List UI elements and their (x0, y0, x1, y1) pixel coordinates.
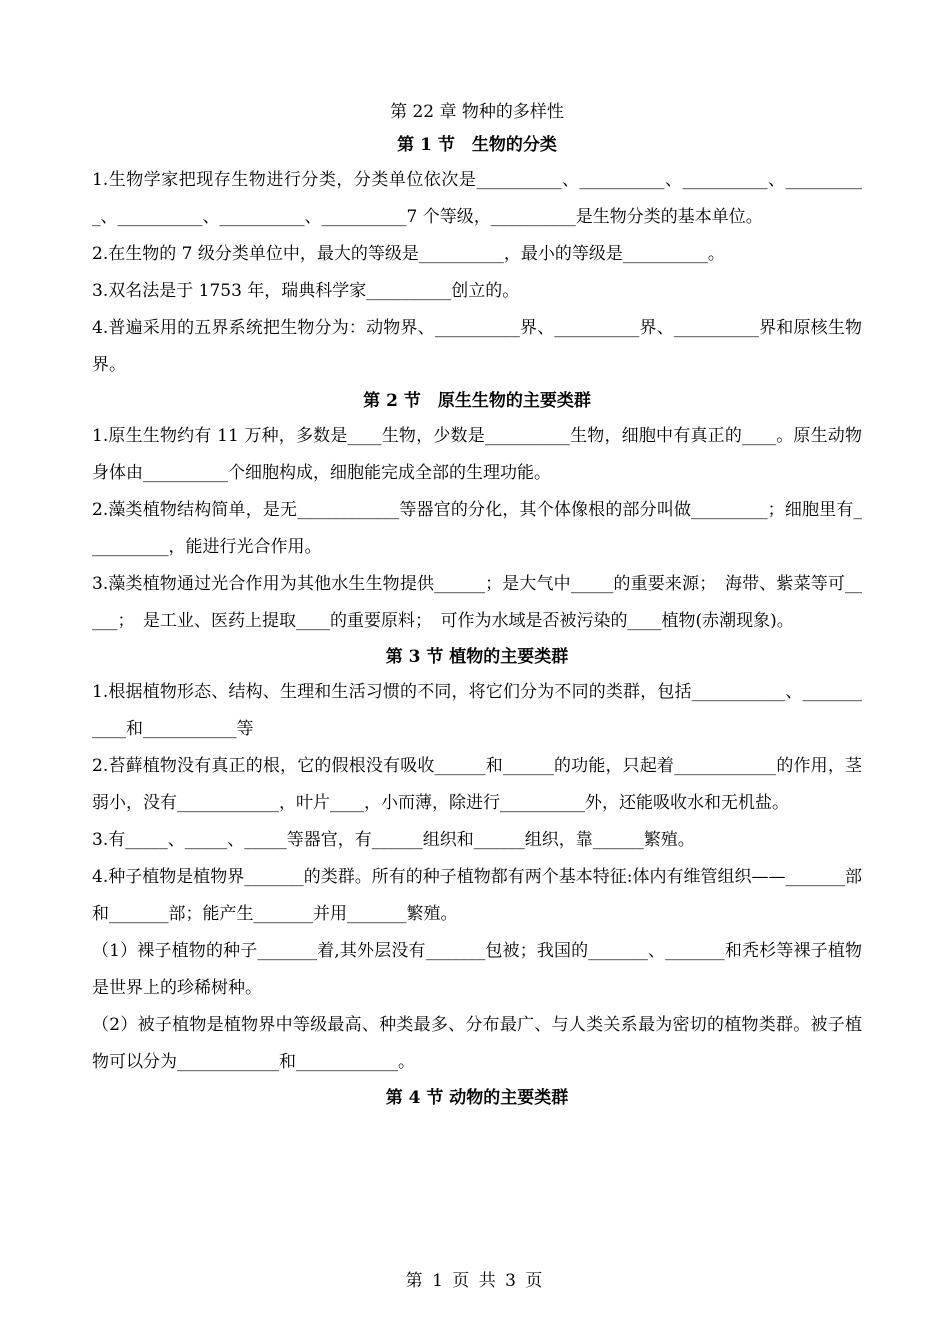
section-1 (92, 128, 862, 384)
section-heading: 第 4 节 动物的主要类群 (385, 1088, 569, 1108)
section-4 (92, 1081, 862, 1115)
question-paragraph: 4.种子植物是植物界_______的类群。所有的种子植物都有两个基本特征:体内有维管组织——_______部和_______部；能产生_______并用_______繁殖。 (92, 867, 862, 924)
section-heading: 第 1 节 生物的分类 (397, 135, 557, 155)
question-paragraph: （2）被子植物是植物界中等级最高、种类最多、分布最广、与人类关系最为密切的植物类群。被子植物可以分为____________和____________。 (92, 1015, 862, 1072)
question-paragraph: 3.有_____、_____、_____等器官，有______组织和______组织，靠______繁殖。 (92, 830, 695, 850)
section-heading: 第 3 节 植物的主要类群 (385, 647, 569, 667)
question-paragraph: 2.苔藓植物没有真正的根，它的假根没有吸收______和______的功能，只起着____________的作用，茎弱小，没有____________，叶片____，小而薄，除进行__________外，还能吸收水和无机盐。 (92, 756, 862, 813)
question-paragraph: 4.普遍采用的五界系统把生物分为：动物界、__________界、__________界、__________界和原核生物界。 (92, 318, 862, 375)
question-paragraph: 2.藻类植物结构简单，是无____________等器官的分化，其个体像根的部分叫做_________；细胞里有__________，能进行光合作用。 (92, 500, 862, 557)
question-paragraph: 3.藻类植物通过光合作用为其他水生生物提供______；是大气中_____的重要来源； 海带、紫菜等可_____； 是工业、医药上提取____的重要原料； 可作为水域是否被污染的____植物(赤潮现象)。 (92, 574, 862, 631)
question-paragraph: 2.在生物的 7 级分类单位中，最大的等级是__________，最小的等级是__________。 (92, 244, 725, 264)
question-paragraph: 1.生物学家把现存生物进行分类，分类单位依次是__________、__________、__________、__________、__________、__________、__________7 个等级，__________是生物分类的基本单位。 (92, 170, 862, 227)
chapter-title: 第 22 章 物种的多样性 (390, 102, 564, 122)
document-page (92, 96, 862, 1115)
section-2 (92, 384, 862, 640)
page-footer: 第 1 页 共 3 页 (405, 1271, 545, 1291)
question-paragraph: （1）裸子植物的种子_______着,其外层没有_______包被；我国的_______、_______和秃杉等裸子植物是世界上的珍稀树种。 (92, 941, 862, 998)
section-3 (92, 640, 862, 1081)
question-paragraph: 3.双名法是于 1753 年，瑞典科学家__________创立的。 (92, 281, 520, 301)
question-paragraph: 1.原生生物约有 11 万种，多数是____生物，少数是__________生物，细胞中有真正的____。原生动物身体由__________个细胞构成，细胞能完成全部的生理功能。 (92, 426, 862, 483)
question-paragraph: 1.根据植物形态、结构、生理和生活习惯的不同，将它们分为不同的类群，包括___________、___________和___________等 (92, 682, 862, 739)
section-heading: 第 2 节 原生生物的主要类群 (363, 391, 591, 411)
